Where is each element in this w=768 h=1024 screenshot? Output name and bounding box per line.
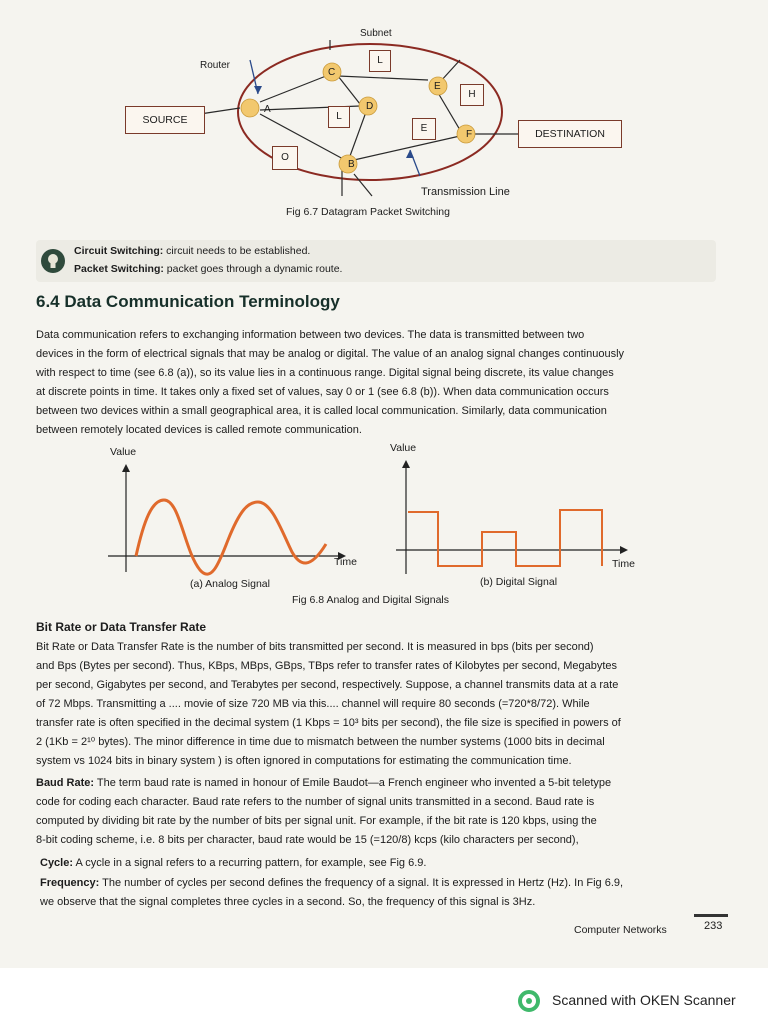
paragraph-line: Data communication refers to exchanging information between two devices. The data is transmitted between two [36, 329, 585, 341]
cycle-text: A cycle in a signal refers to a recurring pattern, for example, see Fig 6.9. [75, 857, 427, 869]
transmission-line-label: Transmission Line [421, 186, 510, 198]
packet-o: O [272, 146, 298, 170]
cycle-term: Cycle: [40, 857, 74, 869]
digital-caption: (b) Digital Signal [480, 576, 558, 588]
paragraph-line: with respect to time (see 6.8 (a)), so its value lies in a continuous range. Digital signal being discrete, its value changes [36, 367, 614, 379]
fig-6-8-caption: Fig 6.8 Analog and Digital Signals [292, 594, 450, 606]
page-number: 233 [704, 920, 723, 932]
paragraph-line: 2 (1Kb = 2¹⁰ bytes). The minor difference in time due to mismatch between the number systems (1000 bits in decimal [36, 736, 605, 748]
packet-l-middle: L [328, 106, 350, 128]
paragraph-line: transfer rate is often specified in the decimal system (1 Kbps = 10³ bits per second), the file size is specified in powers of [36, 717, 621, 729]
paragraph-line: and Bps (Bytes per second). Thus, KBps, MBps, GBps, TBps refer to transfer rates of Kilobytes per second, Megabytes [36, 660, 618, 672]
packet-h: H [460, 84, 484, 106]
fig-6-7-caption: Fig 6.7 Datagram Packet Switching [286, 206, 450, 218]
frequency-text: The number of cycles per second defines the frequency of a signal. It is expressed in Hertz (Hz). In Fig 6.9, [102, 877, 624, 889]
digital-y-label: Value [390, 442, 417, 454]
destination-box: DESTINATION [518, 120, 622, 148]
frequency-text-line2: we observe that the signal completes three cycles in a second. So, the frequency of this signal is 3Hz. [40, 896, 536, 908]
book-footer-title: Computer Networks [574, 924, 667, 936]
node-a [241, 99, 259, 117]
frequency-term: Frequency: [40, 877, 100, 889]
packet-switching-note [74, 260, 342, 278]
packet-e: E [412, 118, 436, 140]
baud-rate-term: Baud Rate: [36, 777, 95, 789]
source-box: SOURCE [125, 106, 205, 134]
paragraph-line: Bit Rate or Data Transfer Rate is the number of bits transmitted per second. It is measured in bps (bits per second) [36, 641, 594, 653]
paragraph-line: system vs 1024 bits in binary system ) is often ignored in computations for estimating the communication time. [36, 755, 572, 767]
analog-y-label: Value [110, 446, 137, 458]
svg-text:A: A [264, 104, 271, 115]
paragraph-line: between remotely located devices is called remote communication. [36, 424, 362, 436]
oken-scanner-logo-icon [518, 990, 540, 1012]
bit-rate-heading: Bit Rate or Data Transfer Rate [36, 620, 207, 634]
paragraph-line: per second, Gigabytes per second, and Terabytes per second, respectively. Suppose, a channel transmits data at a rate [36, 679, 619, 691]
lightbulb-icon [40, 248, 66, 274]
scanner-label: Scanned with OKEN Scanner [552, 992, 736, 1008]
paragraph-line: devices in the form of electrical signals that may be analog or digital. The value of an analog signal changes continuously [36, 348, 625, 360]
svg-text:E: E [434, 81, 441, 92]
analog-x-label: Time [334, 556, 357, 568]
packet-l-top: L [369, 50, 391, 72]
digital-signal-chart [388, 456, 648, 580]
analog-signal-wave [136, 500, 326, 574]
digital-x-label: Time [612, 558, 635, 570]
svg-text:C: C [328, 67, 336, 78]
packet-switching-term: Packet Switching: [74, 263, 164, 275]
subnet-label: Subnet [360, 28, 392, 39]
page-number-rule [694, 914, 728, 917]
paragraph-line: code for coding each character. Baud rate refers to the number of signal units transmitted in a second. Baud rate is [36, 796, 595, 808]
circuit-switching-note [74, 242, 310, 260]
analog-caption: (a) Analog Signal [190, 578, 270, 590]
paragraph-line: between two devices within a small geographical area, it is called local communication. Similarly, data communication [36, 405, 607, 417]
paragraph-line: at discrete points in time. It takes only a fixed set of values, say 0 or 1 (see 6.8 (b)). When data communication occurs [36, 386, 609, 398]
svg-text:B: B [348, 159, 355, 170]
svg-text:D: D [366, 101, 374, 112]
frequency-paragraph [40, 874, 730, 912]
scanner-footer [0, 968, 768, 1024]
paragraph-line: computed by dividing bit rate by the number of bits per signal unit. For example, if the bit rate is 120 kbps, using the [36, 815, 597, 827]
section-heading: 6.4 Data Communication Terminology [36, 292, 340, 311]
circuit-switching-text: circuit needs to be established. [166, 245, 311, 257]
baud-rate-paragraph [36, 774, 726, 850]
packet-switching-text: packet goes through a dynamic route. [166, 263, 343, 275]
note-box [36, 240, 716, 282]
paragraph-line: The term baud rate is named in honour of Emile Baudot—a French engineer who invented a 5-bit teletype [96, 777, 612, 789]
section-paragraph [36, 326, 716, 440]
router-label: Router [200, 60, 231, 71]
cycle-paragraph [40, 854, 730, 873]
paragraph-line: of 72 Mbps. Transmitting a .... movie of size 720 MB via this.... channel will require 80 seconds (=720*8/72). While [36, 698, 590, 710]
svg-text:F: F [466, 129, 473, 140]
analog-signal-chart [100, 460, 360, 580]
paragraph-line: 8-bit coding scheme, i.e. 8 bits per character, baud rate would be 15 (=120/8) kcps (kilo characters per second), [36, 834, 579, 846]
circuit-switching-term: Circuit Switching: [74, 245, 164, 257]
digital-signal-wave [408, 510, 602, 566]
bit-rate-paragraph [36, 638, 726, 771]
